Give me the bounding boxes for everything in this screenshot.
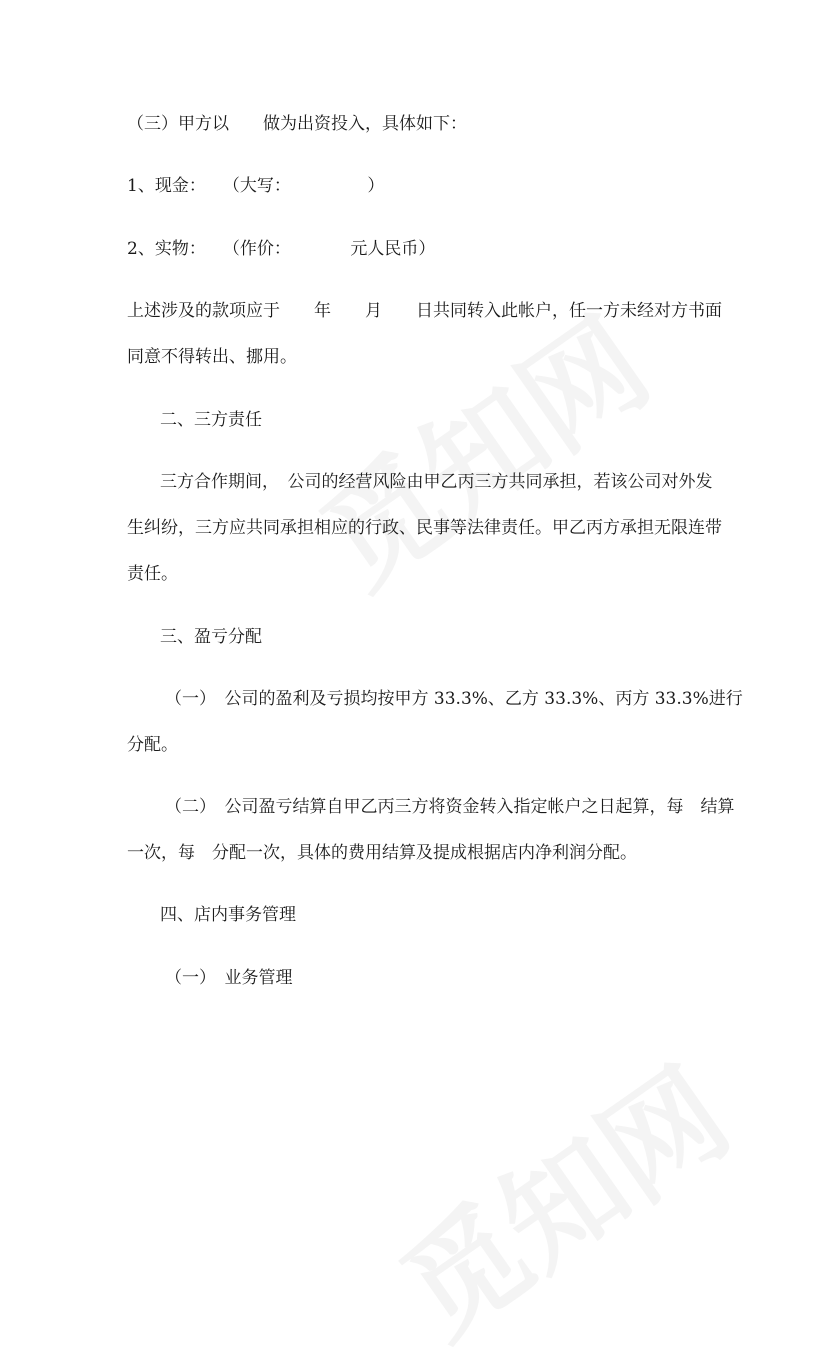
paragraph-settlement-line1: （二） 公司盈亏结算自甲乙丙三方将资金转入指定帐户之日起算，每 结算 xyxy=(165,797,735,817)
watermark-bottom xyxy=(363,1022,757,1369)
paragraph-risk-line2: 生纠纷，三方应共同承担相应的行政、民事等法律责任。甲乙丙方承担无限连带 xyxy=(127,518,722,538)
paragraph-risk-line3: 责任。 xyxy=(127,564,178,584)
paragraph-profit-ratio-line2: 分配。 xyxy=(127,735,178,755)
paragraph-settlement-line2: 一次，每 分配一次，具体的费用结算及提成根据店内净利润分配。 xyxy=(127,843,637,863)
paragraph-goods: 2、实物： （作价： 元人民币） xyxy=(127,239,436,259)
paragraph-profit-ratio-line1: （一） 公司的盈利及亏损均按甲方 33.3%、乙方 33.3%、丙方 33.3%进行 xyxy=(165,689,743,709)
watermark xyxy=(283,272,677,619)
subheading-business-management: （一） 业务管理 xyxy=(165,968,293,988)
paragraph-capital-intro: （三）甲方以 做为出资投入，具体如下： xyxy=(127,114,467,134)
heading-store-management: 四、店内事务管理 xyxy=(160,905,296,925)
paragraph-transfer-line2: 同意不得转出、挪用。 xyxy=(127,347,297,367)
paragraph-cash: 1、现金： （大写： ） xyxy=(127,176,385,196)
paragraph-transfer-line1: 上述涉及的款项应于 年 月 日共同转入此帐户，任一方未经对方书面 xyxy=(127,301,722,321)
heading-responsibility: 二、三方责任 xyxy=(160,410,262,430)
heading-profit-distribution: 三、盈亏分配 xyxy=(160,627,262,647)
paragraph-risk-line1: 三方合作期间， 公司的经营风险由甲乙丙三方共同承担，若该公司对外发 xyxy=(160,472,713,492)
